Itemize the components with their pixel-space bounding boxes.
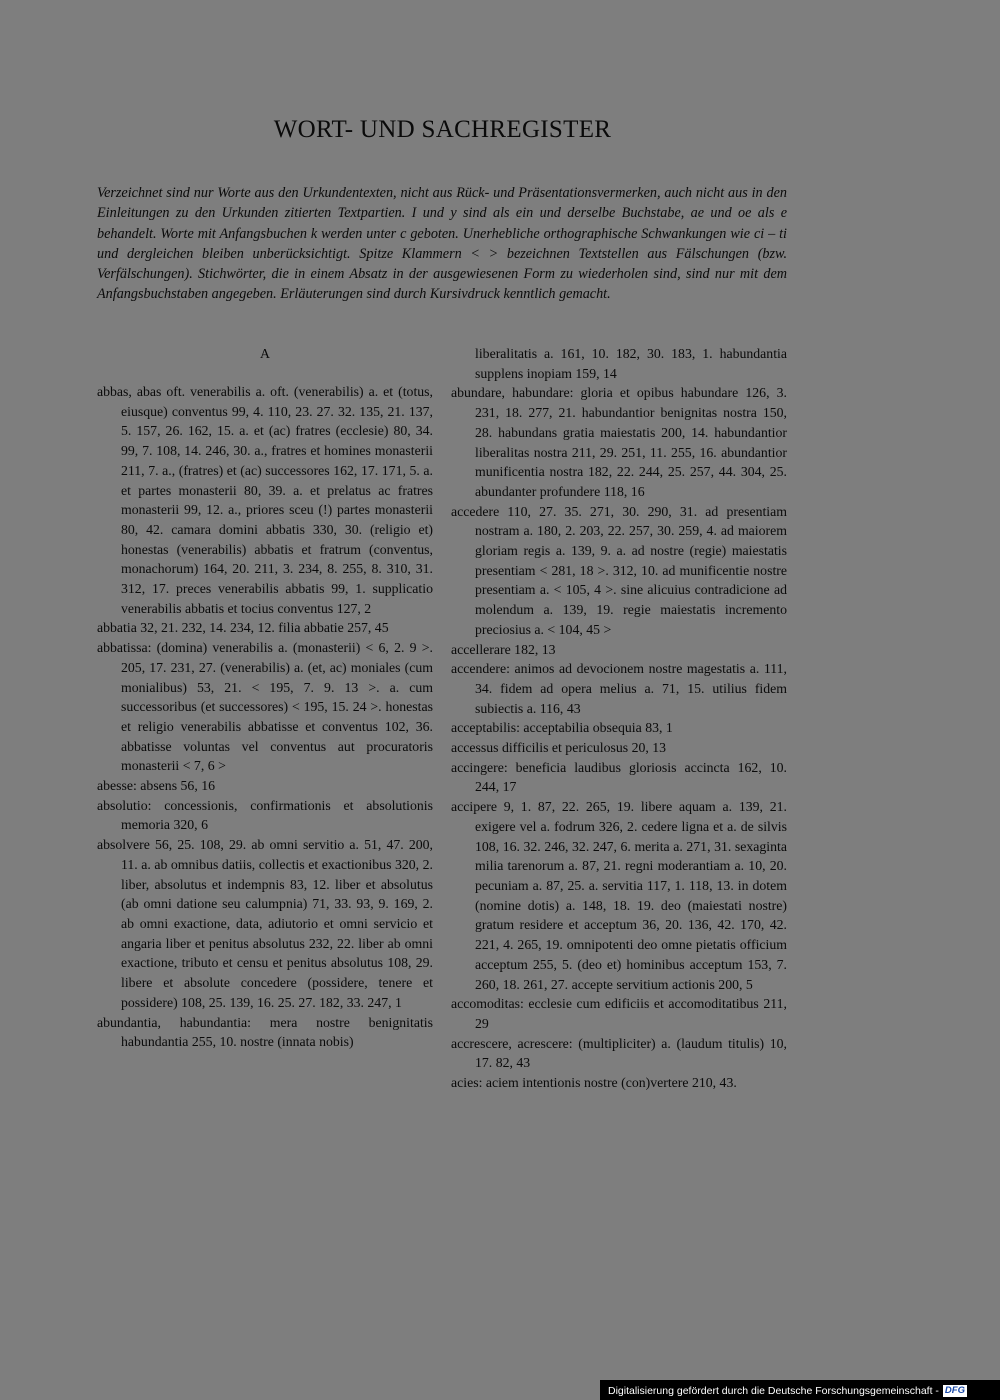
register-entry: accrescere, acrescere: (multipliciter) a. (laudum titulis) 10, 17. 82, 43 — [451, 1035, 787, 1071]
footer-text: Digitalisierung gefördert durch die Deutsche Forschungsgemeinschaft - — [608, 1385, 939, 1397]
register-entry: abbas, abas oft. venerabilis a. oft. (venerabilis) a. et (totus, eiusque) conventus 99, 4. 110, 23. 27. 32. 135, 21. 137, 5. 157, 26. 162, 15. a. et (ac) fratres (ecclesie) 80, 34. 99, 7. 108, 14. 246, 30. a., fratres et homines monasterii 211, 7. a., (fratres) et (ac) successores 162, 17. 171, 5. a. et partes monasterii 80, 39. a. et prelatus ac fratres monasterii 99, 12. a., priores sceu (!) partes monasterii 80, 42. camara domini abbatis 330, 30. (religio et) honestas (venerabilis) abbatis et fratrum (conventus, monachorum) 164, 20. 211, 3. 234, 8. 255, 8. 310, 31. 312, 17. preces venerabilis abbatis 99, 1. supplicatio venerabilis abbatis et tocius conventus 127, 2 — [97, 384, 433, 616]
register-column-left — [97, 344, 433, 1052]
register-entry: absolutio: concessionis, confirmationis et absolutionis memoria 320, 6 — [97, 797, 433, 833]
register-entry: accedere 110, 27. 35. 271, 30. 290, 31. ad presentiam nostram a. 180, 2. 203, 22. 257, 30. 259, 4. ad maiorem gloriam regis a. 139, 9. a. ad nostre (regie) maiestatis presentiam < 281, 18 >. 312, 10. ad munificentie nostre presentiam a. < 105, 4 >. sine alicuius contradicione ad molendum a. 139, 19. regie maiestatis incremento preciosius a. < 104, 45 > — [451, 503, 787, 637]
register-entry: accomoditas: ecclesie cum edificiis et accomoditatibus 211, 29 — [451, 996, 787, 1031]
preface-text: Verzeichnet sind nur Worte aus den Urkundentexten, nicht aus Rück- und Präsentationsvermerken, auch nicht aus in den Einleitungen zu den Urkunden zitierten Textpartien. I und y sind als ein und derselbe Buchstabe, ae und oe als e behandelt. Worte mit Anfangsbuchen k werden unter c geboten. Unerhebliche orthographische Schwankungen wie ci – ti und dergleichen bleiben unberücksichtigt. Spitze Klammern < > bezeichnen Textstellen aus Fälschungen (bzw. Verfälschungen). Stichwörter, die in einem Absatz in der ausgewiesenen Form zu wiederholen sind, sind nur mit dem Anfangsbuchstaben angegeben. Erläuterungen sind durch Kursivdruck kenntlich gemacht. — [97, 185, 787, 303]
register-entry: abundantia, habundantia: mera nostre benignitatis habundantia 255, 10. nostre (innata nobis) — [97, 1014, 433, 1050]
register-entry: accessus difficilis et periculosus 20, 13 — [451, 740, 667, 756]
register-entry: abesse: absens 56, 16 — [97, 778, 216, 794]
register-entry: accipere 9, 1. 87, 22. 265, 19. libere aquam a. 139, 21. exigere vel a. fodrum 326, 2. cedere ligna et a. de silvis 108, 16. 32. 246, 32. 247, 6. merita a. 271, 31. sexaginta milia tarenorum a. 87, 21. regni moderantiam a. 10, 20. pecuniam a. 87, 25. a. servitia 117, 1. 118, 13. in dotem (nomine dotis) a. 148, 18. 19. deo (maiestati nostre) gratum residere et acceptum 36, 20. 136, 42. 170, 42. 221, 4. 265, 19. omnipotenti deo omne pietatis officium acceptum 255, 5. (deo et) hominibus acceptum 153, 7. 260, 18. 261, 27. accepte servitium actionis 200, 5 — [451, 799, 787, 992]
register-entry: absolvere 56, 25. 108, 29. ab omni servitio a. 51, 47. 200, 11. a. ab omnibus datiis, collectis et exactionibus 320, 2. liber, absolutus et indempnis 83, 12. liber et absolutus (ab omni datione seu calumpnia) 71, 33. 93, 9. 169, 2. ab omni exactione, data, adiutorio et omni servicio et angaria liber et penitus absolutus 232, 22. liber ab omni exactione, tributo et censu et penitus absolutus 108, 29. libere et absolute concedere (possidere, tenere et possidere) 108, 25. 139, 16. 25. 27. 182, 33. 247, 1 — [97, 837, 433, 1010]
dfg-logo: DFG — [944, 1385, 965, 1396]
register-entry: accingere: beneficia laudibus gloriosis accincta 162, 10. 244, 17 — [451, 759, 787, 795]
register-entry: accellerare 182, 13 — [451, 641, 556, 657]
register-entry: abundare, habundare: gloria et opibus habundare 126, 3. 231, 18. 277, 21. habundantior benignitas nostra 150, 28. habundans gratia maiestatis 200, 14. habundantior liberalitas nostra 211, 29. 251, 11. 255, 16. abundantior munificentia nostra 182, 22. 244, 25. 257, 44. 304, 25. abundanter profundere 118, 16 — [451, 385, 787, 499]
register-entry: acies: aciem intentionis nostre (con)vertere 210, 43. — [451, 1075, 737, 1091]
register-entry: acceptabilis: acceptabilia obsequia 83, 1 — [451, 720, 673, 736]
register-entry: abbatissa: (domina) venerabilis a. (monasterii) < 6, 2. 9 >. 205, 17. 231, 27. (venerabilis) a. (et, ac) moniales (cum monialibus) 53, 21. < 195, 7. 9. 13 >. a. cum successoribus (et successores) < 195, 15. 24 >. honestas et religio venerabilis abbatisse et conventus 102, 36. abbatisse voluntas vel conventus aut procuratoris monasterii < 7, 6 > — [97, 640, 433, 774]
register-entry: abbatia 32, 21. 232, 14. 234, 12. filia abbatie 257, 45 — [97, 620, 389, 636]
footer — [608, 1383, 967, 1399]
entry-list-right — [451, 383, 787, 1092]
register-column-right — [451, 344, 787, 1093]
section-letter: A — [260, 346, 270, 361]
entry-list-left — [97, 382, 433, 1052]
register-entry-continuation: liberalitatis a. 161, 10. 182, 30. 183, 1. habundantia supplens inopiam 159, 14 — [475, 346, 787, 381]
register-entry: accendere: animos ad devocionem nostre magestatis a. 111, 34. fidem ad opera melius a. 71, 15. utilius fidem subiectis a. 116, 43 — [451, 661, 787, 716]
page-title: WORT- UND SACHREGISTER — [273, 116, 612, 143]
